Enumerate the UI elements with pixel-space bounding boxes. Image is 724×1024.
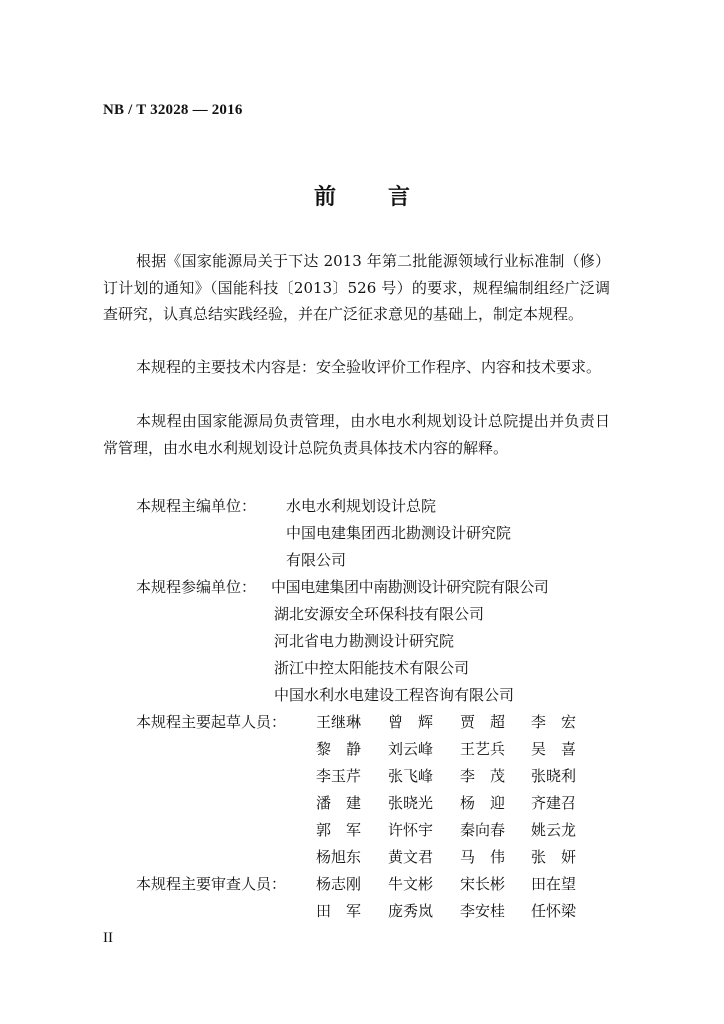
title-char-1: 前 <box>313 184 336 210</box>
reviewers-name: 庞秀岚 <box>388 902 434 920</box>
participating-unit: 浙江中控太阳能技术有限公司 <box>274 659 470 677</box>
drafters-name: 张晓利 <box>531 767 577 785</box>
reviewers-name: 李安桂 <box>460 902 506 920</box>
drafters-name: 贾 超 <box>460 713 506 731</box>
drafters-name: 杨旭东 <box>316 848 362 866</box>
drafters-name: 李 茂 <box>460 767 506 785</box>
page-number: II <box>103 930 113 946</box>
drafters-name: 黎 静 <box>316 740 362 758</box>
reviewers-name: 牛文彬 <box>388 875 434 893</box>
drafters-name: 张晓光 <box>388 794 434 812</box>
chief-editor-unit: 有限公司 <box>286 551 347 569</box>
drafters-name: 吴 喜 <box>531 740 577 758</box>
chief-editor-unit: 水电水利规划设计总院 <box>286 497 437 515</box>
drafters-name: 张 妍 <box>531 848 577 866</box>
drafters-name: 王继琳 <box>316 713 362 731</box>
chief-editor-label: 本规程主编单位： <box>136 497 257 515</box>
reviewers-name: 宋长彬 <box>460 875 506 893</box>
participating-unit: 中国电建集团中南勘测设计研究院有限公司 <box>271 578 549 596</box>
drafters-name: 李玉芹 <box>316 767 362 785</box>
page-title <box>0 180 724 211</box>
drafters-name: 李 宏 <box>531 713 577 731</box>
paragraph-basis: 根据《国家能源局关于下达 2013 年第二批能源领域行业标准制（修）订计划的通知》（国能科技〔2013〕526 号）的要求，规程编制组经广泛调查研究，认真总结实践经验，并在广泛征求意见的基础上，制定本规程。 <box>103 252 610 323</box>
reviewers-name: 任怀梁 <box>531 902 577 920</box>
drafters-name: 许怀宇 <box>388 821 434 839</box>
drafters-name: 马 伟 <box>460 848 506 866</box>
drafters-name: 郭 军 <box>316 821 362 839</box>
drafters-name: 张飞峰 <box>388 767 434 785</box>
drafters-name: 潘 建 <box>316 794 362 812</box>
reviewers-name: 田在望 <box>531 875 577 893</box>
chief-editor-unit: 中国电建集团西北勘测设计研究院 <box>286 524 512 542</box>
drafters-name: 秦向春 <box>460 821 506 839</box>
reviewers-name: 杨志刚 <box>316 875 362 893</box>
drafters-name: 杨 迎 <box>460 794 506 812</box>
title-char-2: 言 <box>388 184 411 210</box>
participating-label: 本规程参编单位： <box>136 578 257 596</box>
drafters-name: 曾 辉 <box>388 713 434 731</box>
participating-unit: 中国水利水电建设工程咨询有限公司 <box>274 686 515 704</box>
reviewers-name: 田 军 <box>316 902 362 920</box>
drafters-name: 黄文君 <box>388 848 434 866</box>
participating-unit: 河北省电力勘测设计研究院 <box>274 632 455 650</box>
standard-code: NB / T 32028 — 2016 <box>103 102 243 118</box>
drafters-name: 齐建召 <box>531 794 577 812</box>
drafters-name: 姚云龙 <box>531 821 577 839</box>
reviewers-label: 本规程主要审查人员： <box>136 875 287 893</box>
drafters-name: 刘云峰 <box>388 740 434 758</box>
paragraph-content: 本规程的主要技术内容是：安全验收评价工作程序、内容和技术要求。 <box>136 358 602 376</box>
drafters-label: 本规程主要起草人员： <box>136 713 287 731</box>
drafters-name: 王艺兵 <box>460 740 506 758</box>
paragraph-management: 本规程由国家能源局负责管理，由水电水利规划设计总院提出并负责日常管理，由水电水利规划设计总院负责具体技术内容的解释。 <box>103 412 610 457</box>
participating-unit: 湖北安源安全环保科技有限公司 <box>274 605 485 623</box>
